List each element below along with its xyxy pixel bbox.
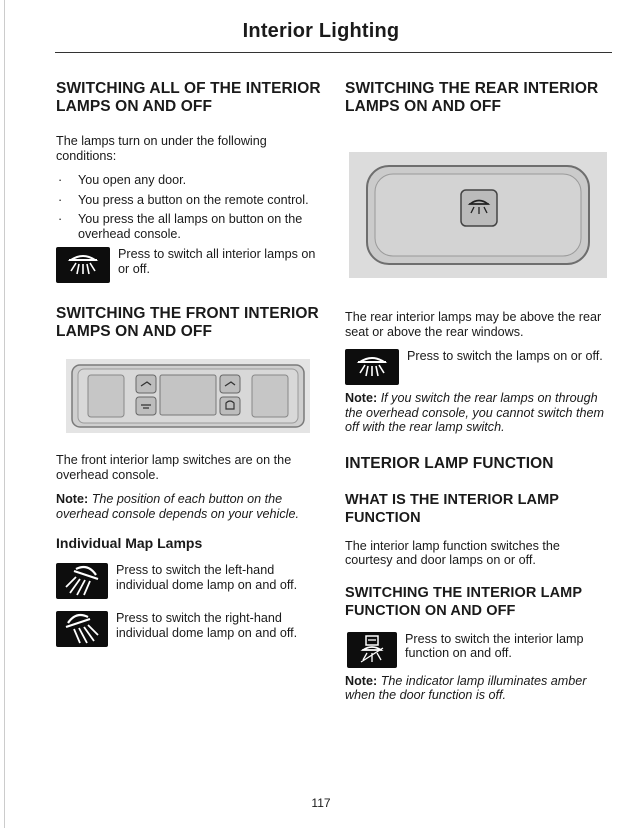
door-lamp-function-icon <box>347 632 397 668</box>
page-number: 117 <box>311 796 331 810</box>
all-lamps-instruction: Press to switch all interior lamps on or off. <box>118 247 316 276</box>
overhead-console-figure <box>66 359 310 433</box>
list-item: · You press the all lamps on button on the overhead console. <box>56 212 321 241</box>
function-instruction: Press to switch the interior lamp function on and off. <box>405 631 584 660</box>
rear-lamps-note <box>345 391 610 435</box>
conditions-list <box>56 173 321 241</box>
function-note <box>345 674 610 703</box>
map-lamps-heading: Individual Map Lamps <box>56 535 203 551</box>
rear-lamp-illustration <box>349 152 607 278</box>
dome-lamp-icon <box>56 247 110 283</box>
map-lamp-left-icon <box>56 563 108 599</box>
rear-lamps-heading: SWITCHING THE REAR INTERIOR LAMPS ON AND OFF <box>345 80 599 115</box>
front-lamps-body: The front interior lamp switches are on the overhead console. <box>56 453 292 482</box>
list-item: · You open any door. <box>56 173 321 188</box>
page-title: Interior Lighting <box>242 20 400 42</box>
note-label: Note: <box>56 492 89 506</box>
page-edge <box>4 0 5 828</box>
front-lamps-note <box>56 492 321 521</box>
right-column <box>345 80 610 713</box>
function-heading: INTERIOR LAMP FUNCTION <box>345 454 554 472</box>
function-body: The interior lamp function switches the courtesy and door lamps on or off. <box>345 538 560 567</box>
overhead-console-illustration <box>66 359 310 433</box>
switch-function-heading: SWITCHING THE INTERIOR LAMP FUNCTION ON AND OFF <box>345 584 582 619</box>
map-lamp-right-row <box>56 611 321 647</box>
front-lamps-heading: SWITCHING THE FRONT INTERIOR LAMPS ON AND OFF <box>56 305 319 340</box>
list-item: · You press a button on the remote control. <box>56 193 321 208</box>
map-lamp-right-icon <box>56 611 108 647</box>
rear-lamp-icon <box>345 349 399 385</box>
map-lamp-right-instruction: Press to switch the right-hand individual dome lamp on and off. <box>116 611 298 640</box>
rear-lamp-icon-row <box>345 349 610 385</box>
note-text: The indicator lamp illuminates amber when the door function is off. <box>345 673 587 702</box>
what-is-function-heading: WHAT IS THE INTERIOR LAMP FUNCTION <box>345 491 559 526</box>
map-lamp-left-row <box>56 563 321 599</box>
note-text: The position of each button on the overhead console depends on your vehicle. <box>56 492 299 521</box>
note-text: If you switch the rear lamps on through the overhead console, you cannot switch them off with the rear lamp switch. <box>345 391 605 434</box>
left-column <box>56 80 321 659</box>
title-divider <box>55 52 612 53</box>
function-icon-row <box>345 632 610 668</box>
all-lamps-icon-row <box>56 247 321 283</box>
note-label: Note: <box>345 673 378 688</box>
note-label: Note: <box>345 391 378 405</box>
rear-lamp-figure <box>349 152 607 278</box>
map-lamp-left-instruction: Press to switch the left-hand individual dome lamp on and off. <box>116 563 298 592</box>
all-lamps-heading: SWITCHING ALL OF THE INTERIOR LAMPS ON AND OFF <box>56 80 321 115</box>
rear-lamps-body: The rear interior lamps may be above the rear seat or above the rear windows. <box>345 310 602 339</box>
all-lamps-intro: The lamps turn on under the following conditions: <box>56 134 267 163</box>
rear-lamp-instruction: Press to switch the lamps on or off. <box>407 349 603 363</box>
